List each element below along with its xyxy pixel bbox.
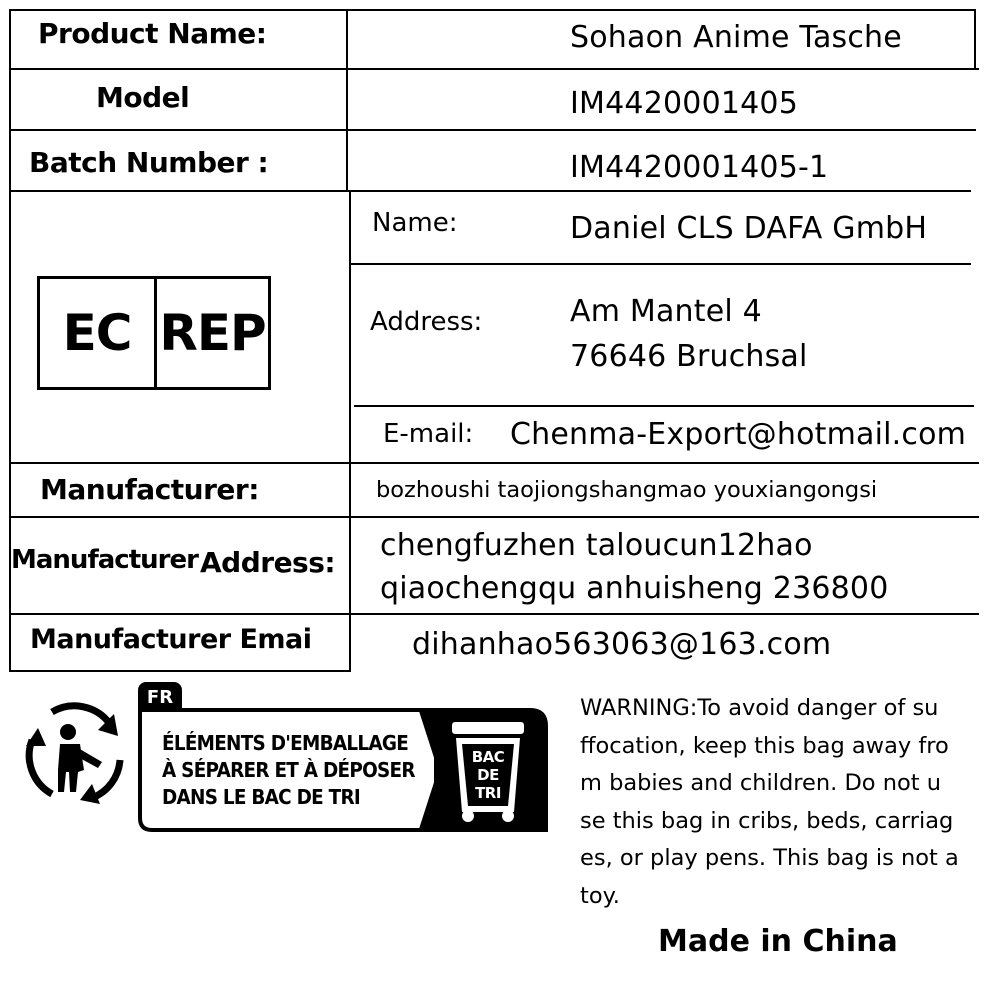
triman-fr-tab: FR [138,682,182,712]
bin-text-line2: DE [477,766,499,784]
row-rule [9,129,976,131]
ec-rep-address-label: Address: [370,307,483,337]
batch-number-label: Batch Number : [29,146,269,179]
warning-line: WARNING:To avoid danger of su [580,695,939,721]
row-rule [354,405,974,407]
triman-recycling-icon [22,700,132,810]
ec-rep-rep-text: REP [159,304,266,362]
table-border-top [9,9,976,11]
made-in-china: Made in China [658,924,898,959]
warning-text [580,690,980,915]
row-rule [9,68,979,70]
ec-rep-symbol [37,276,271,390]
manufacturer-address-label-part1: Manufacturer [11,545,198,575]
row-rule [9,516,979,518]
row-rule [9,613,979,615]
warning-line: ffocation, keep this bag away fro [580,732,949,759]
ec-rep-address-line1: Am Mantel 4 [570,294,762,329]
manufacturer-email-value: dihanhao563063@163.com [412,627,832,662]
warning-line: m babies and children. Do not u [580,770,941,796]
triman-text-line1: ÉLÉMENTS D'EMBALLAGE [162,731,409,755]
triman-text-line3: DANS LE BAC DE TRI [162,785,361,809]
ec-rep-name-value: Daniel CLS DAFA GmbH [570,211,928,246]
manufacturer-address-line2: qiaochengqu anhuisheng 236800 [380,571,889,606]
row-rule [9,462,979,464]
ec-rep-ec-text: EC [40,279,157,387]
warning-line: se this bag in cribs, beds, carriag [580,807,954,834]
bin-text-line3: TRI [475,784,501,802]
triman-text-line2: À SÉPARER ET À DÉPOSER [162,758,415,782]
bin-text-line1: BAC [471,748,505,766]
row-rule [351,263,971,265]
ec-rep-email-value: Chenma-Export@hotmail.com [510,417,967,452]
row-rule [9,670,351,672]
warning-line: es, or play pens. This bag is not a [580,845,959,871]
model-label: Model [96,81,190,114]
bin-text [466,748,510,802]
batch-number-value: IM4420001405-1 [570,150,829,185]
manufacturer-address-label-part2: Address: [200,546,336,579]
table-divider-upper [346,9,348,191]
manufacturer-email-label: Manufacturer Emai [30,624,312,655]
ec-rep-email-label: E-mail: [383,419,474,449]
manufacturer-label: Manufacturer: [40,473,259,506]
ec-rep-address-line2: 76646 Bruchsal [570,339,808,374]
manufacturer-address-line1: chengfuzhen taloucun12hao [380,528,813,563]
warning-line: toy. [580,882,620,909]
product-name-label: Product Name: [38,17,267,50]
ec-rep-name-label: Name: [372,208,458,238]
manufacturer-value: bozhoushi taojiongshangmao youxiangongsi [376,477,878,503]
triman-text [162,730,415,811]
row-rule [9,190,971,192]
model-value: IM4420001405 [570,86,799,121]
product-name-value: Sohaon Anime Tasche [570,20,902,55]
table-border-right [974,9,976,69]
